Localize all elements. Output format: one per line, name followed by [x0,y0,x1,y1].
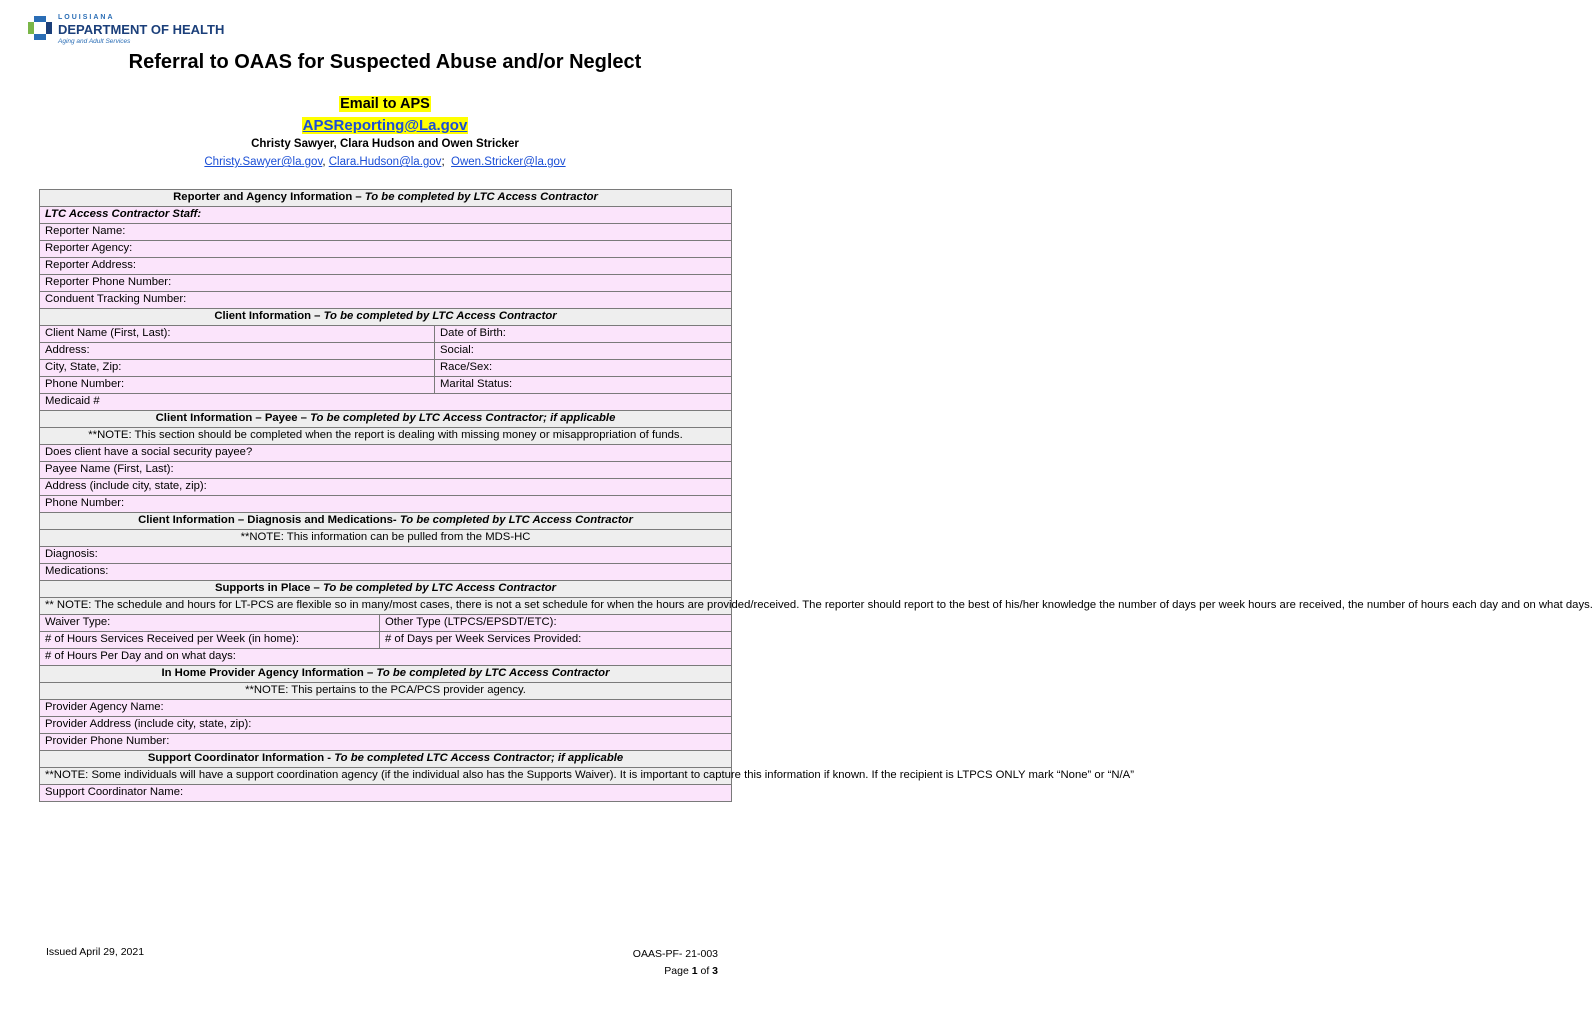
section-provider-heading: In Home Provider Agency Information – To be completed by LTC Access Contractor [40,666,732,683]
logo-state: LOUISIANA [58,14,115,21]
contact-email-2[interactable]: Clara.Hudson@la.gov [328,156,442,168]
reporter-agency-field[interactable]: Reporter Agency: [40,241,732,258]
provider-phone-field[interactable]: Provider Phone Number: [40,734,732,751]
marital-status-field[interactable]: Marital Status: [435,377,732,394]
payee-address-field[interactable]: Address (include city, state, zip): [40,479,732,496]
supports-note: ** NOTE: The schedule and hours for LT-PCS are flexible so in many/most cases, there is not a set schedule for when the hours are provided/received. The reporter should report to the best of his/her knowledge the number of days per week hours are received, the number of hours each day and on what days. [40,598,732,615]
staff-label: LTC Access Contractor Staff: [40,207,732,224]
aps-email [0,117,770,134]
department-logo [28,14,228,48]
aps-email-link[interactable]: APSReporting@La.gov [302,117,468,134]
hours-day-field[interactable]: # of Hours Per Day and on what days: [40,649,732,666]
waiver-type-field[interactable]: Waiver Type: [40,615,380,632]
footer-right [633,946,718,980]
days-week-field[interactable]: # of Days per Week Services Provided: [380,632,732,649]
contact-email-1[interactable]: Christy.Sawyer@la.gov [204,156,323,168]
payee-phone-field[interactable]: Phone Number: [40,496,732,513]
section-coordinator-heading: Support Coordinator Information - To be completed LTC Access Contractor; if applicable [40,751,732,768]
medications-field[interactable]: Medications: [40,564,732,581]
form-id: OAAS-PF- 21-003 [632,948,718,960]
logo-mark-icon [28,16,52,40]
dob-field[interactable]: Date of Birth: [435,326,732,343]
coordinator-name-field[interactable]: Support Coordinator Name: [40,785,732,802]
social-field[interactable]: Social: [435,343,732,360]
section-client-heading: Client Information – To be completed by LTC Access Contractor [40,309,732,326]
payee-name-field[interactable]: Payee Name (First, Last): [40,462,732,479]
contact-emails: Christy.Sawyer@la.gov, Clara.Hudson@la.gov; Owen.Stricker@la.gov [204,156,566,168]
provider-note: **NOTE: This pertains to the PCA/PCS provider agency. [40,683,732,700]
provider-address-field[interactable]: Provider Address (include city, state, zip): [40,717,732,734]
diagnosis-note: **NOTE: This information can be pulled from the MDS-HC [40,530,732,547]
section-reporter-heading: Reporter and Agency Information – To be completed by LTC Access Contractor [40,190,732,207]
logo-department: DEPARTMENT OF HEALTH [58,22,225,37]
payee-note: **NOTE: This section should be completed when the report is dealing with missing money or misappropriation of funds. [40,428,732,445]
race-sex-field[interactable]: Race/Sex: [435,360,732,377]
logo-office: Aging and Adult Services [58,38,131,45]
page-title: Referral to OAAS for Suspected Abuse and/or Neglect [128,51,642,73]
medicaid-field[interactable]: Medicaid # [40,394,732,411]
diagnosis-field[interactable]: Diagnosis: [40,547,732,564]
contact-email-3[interactable]: Owen.Stricker@la.gov [451,156,566,168]
section-diagnosis-heading: Client Information – Diagnosis and Medications- To be completed by LTC Access Contractor [40,513,732,530]
client-phone-field[interactable]: Phone Number: [40,377,435,394]
client-name-field[interactable]: Client Name (First, Last): [40,326,435,343]
hours-week-field[interactable]: # of Hours Services Received per Week (in home): [40,632,380,649]
coordinator-note: **NOTE: Some individuals will have a support coordination agency (if the individual also has the Supports Waiver). It is important to capture this information if known. If the recipient is LTPCS ONLY mark “None” or “N/A” [40,768,732,785]
contact-names: Christy Sawyer, Clara Hudson and Owen Stricker [251,138,519,150]
issued-date: Issued April 29, 2021 [46,946,145,958]
page-number: Page 1 of 3 [664,965,718,977]
tracking-number-field[interactable]: Conduent Tracking Number: [40,292,732,309]
payee-question-field[interactable]: Does client have a social security payee? [40,445,732,462]
email-to-heading [0,96,770,112]
reporter-address-field[interactable]: Reporter Address: [40,258,732,275]
provider-name-field[interactable]: Provider Agency Name: [40,700,732,717]
reporter-name-field[interactable]: Reporter Name: [40,224,732,241]
section-supports-heading: Supports in Place – To be completed by LTC Access Contractor [40,581,732,598]
email-to-text: Email to APS [340,96,430,112]
referral-form-table [39,189,1593,802]
client-city-field[interactable]: City, State, Zip: [40,360,435,377]
reporter-phone-field[interactable]: Reporter Phone Number: [40,275,732,292]
client-address-field[interactable]: Address: [40,343,435,360]
other-type-field[interactable]: Other Type (LTPCS/EPSDT/ETC): [380,615,732,632]
section-payee-heading: Client Information – Payee – To be completed by LTC Access Contractor; if applicable [40,411,732,428]
